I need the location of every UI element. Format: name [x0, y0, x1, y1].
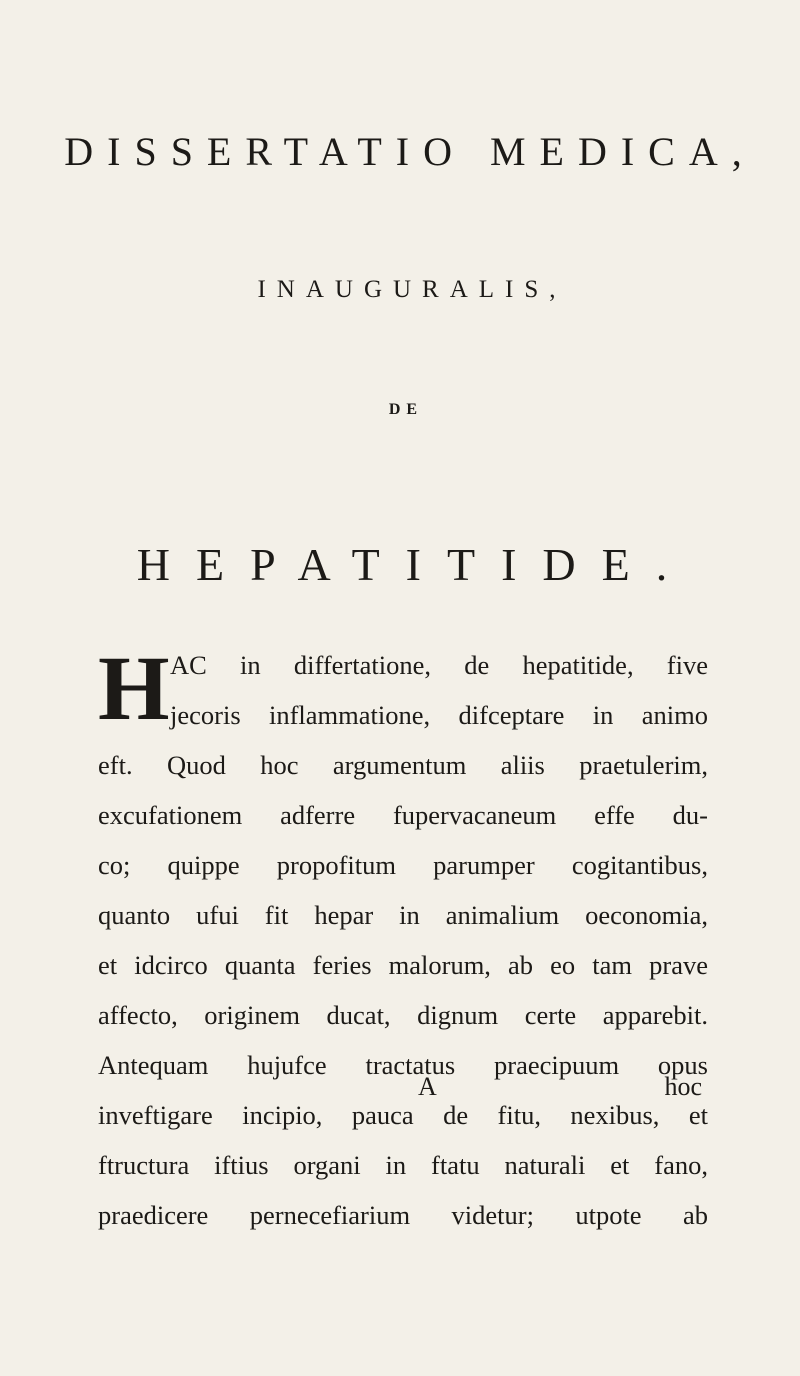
title-dissertatio-medica: DISSERTATIO MEDICA,: [64, 129, 756, 174]
title-hepatitide: HEPATITIDE.: [136, 539, 694, 590]
text-line-content: jecoris inflammatione, difceptare in animo: [170, 700, 708, 730]
text-line: affecto, originem ducat, dignum certe apparebit.: [98, 1000, 708, 1030]
title-inauguralis: INAUGURALIS,: [257, 276, 567, 303]
text-line: excufationem adferre fupervacaneum effe du-: [98, 800, 708, 830]
signature-mark: A: [418, 1072, 437, 1101]
text-line: eft. Quod hoc argumentum aliis praetulerim,: [98, 750, 708, 780]
title-de: DE: [388, 401, 424, 418]
text-line: Antequam hujufce tractatus praecipuum opus: [98, 1050, 708, 1080]
body-paragraph: [98, 637, 708, 1240]
text-line: ftructura iftius organi in ftatu naturali et fano,: [98, 1150, 708, 1180]
text-line: [98, 690, 708, 740]
text-line: quanto ufui fit hepar in animalium oeconomia,: [98, 900, 708, 930]
text-line: co; quippe propofitum parumper cogitantibus,: [98, 850, 708, 880]
text-line-content: AC in differtatione, de hepatitide, five: [170, 650, 708, 680]
text-line: et idcirco quanta feries malorum, ab eo tam prave: [98, 950, 708, 980]
text-line: praedicere pernecefiarium videtur; utpote ab: [98, 1200, 708, 1230]
text-line: inveftigare incipio, pauca de fitu, nexibus, et: [98, 1100, 708, 1130]
catchword: hoc: [664, 1072, 702, 1101]
drop-cap: H: [98, 637, 170, 739]
